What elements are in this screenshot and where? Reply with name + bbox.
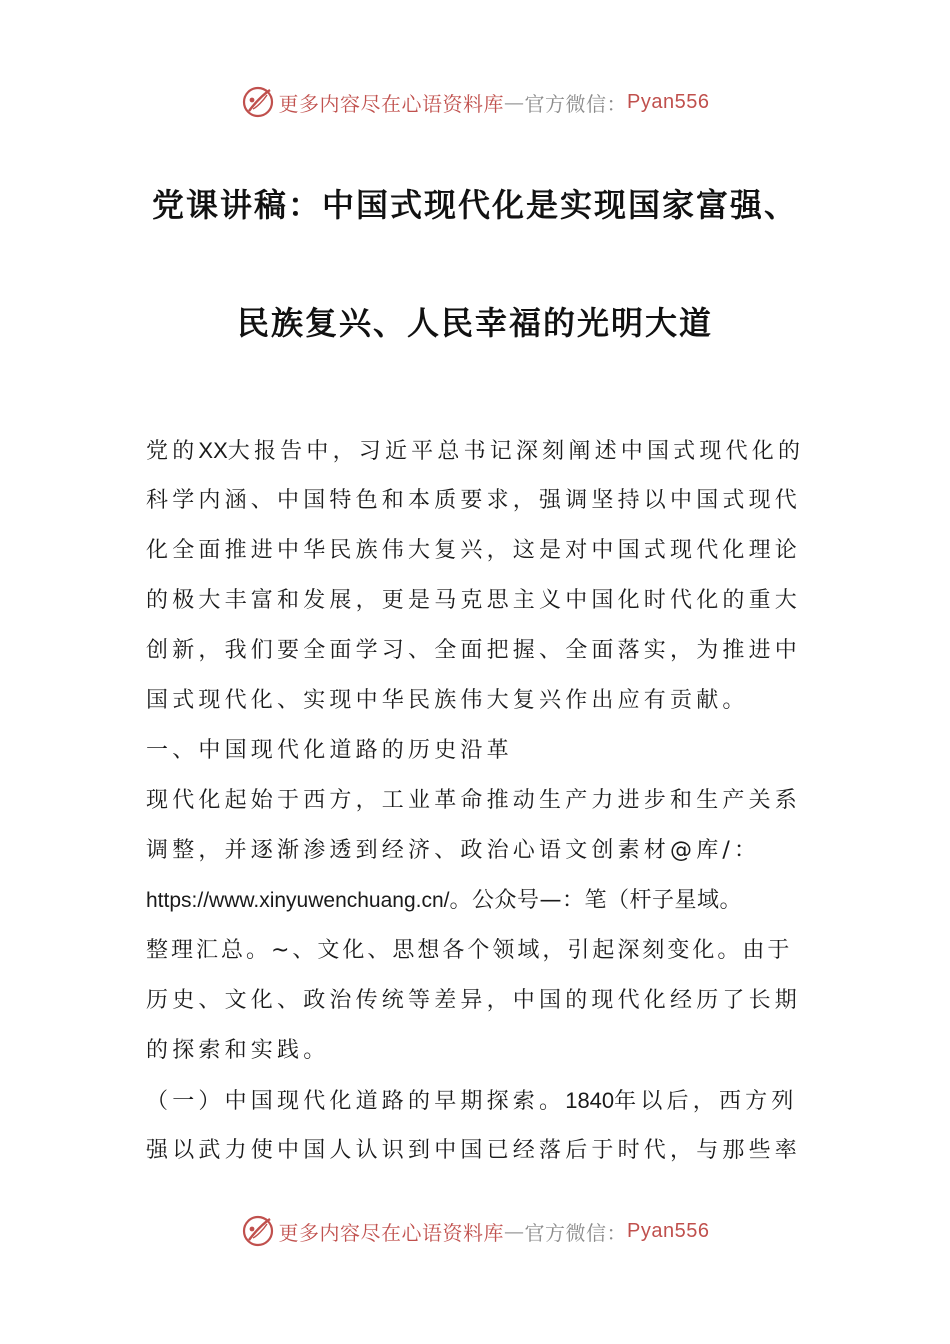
body-line: 历史、文化、政治传统等差异，中国的现代化经历了长期 bbox=[146, 988, 802, 1013]
banner-dash: — bbox=[504, 90, 525, 114]
banner-wechat-label: 官方微信： bbox=[524, 1220, 628, 1245]
banner-slogan: 更多内容尽在心语资料库 bbox=[278, 91, 505, 116]
banner-slogan: 更多内容尽在心语资料库 bbox=[278, 1220, 505, 1245]
body-text: 年以后，西方列 bbox=[614, 1089, 798, 1114]
body-line bbox=[146, 876, 816, 926]
body-line bbox=[146, 426, 816, 476]
body-line: 的极大丰富和发展，更是马克思主义中国化时代化的重大 bbox=[146, 588, 802, 613]
banner-dash: — bbox=[504, 1219, 525, 1243]
banner-wechat-id: Pyan556 bbox=[627, 1219, 710, 1242]
body-line: 化全面推进中华民族伟大复兴，这是对中国式现代化理论 bbox=[146, 538, 802, 563]
document-title-line-1: 党课讲稿：中国式现代化是实现国家富强、 bbox=[151, 186, 798, 224]
document-title-line-2: 民族复兴、人民幸福的光明大道 bbox=[236, 304, 713, 342]
body-text: 党的 bbox=[146, 439, 199, 464]
source-url: https://www.xinyuwenchuang.cn/ bbox=[146, 889, 450, 912]
banner-wechat-id: Pyan556 bbox=[627, 90, 710, 113]
quill-logo-icon bbox=[241, 85, 275, 119]
banner-wechat-label: 官方微信： bbox=[524, 91, 628, 116]
body-line: 强以武力使中国人认识到中国已经落后于时代，与那些率 bbox=[146, 1138, 802, 1163]
body-line: 创新，我们要全面学习、全面把握、全面落实，为推进中 bbox=[146, 638, 802, 663]
body-line: 调整，并逐渐渗透到经济、政治心语文创素材@库/： bbox=[146, 838, 761, 863]
body-text: 1840 bbox=[565, 1088, 615, 1113]
subsection-heading bbox=[146, 1076, 816, 1126]
body-line: 国式现代化、实现中华民族伟大复兴作出应有贡献。 bbox=[146, 688, 749, 713]
body-line: 整理汇总。~、文化、思想各个领域，引起深刻变化。由于 bbox=[146, 938, 793, 963]
section-heading: 一、中国现代化道路的历史沿革 bbox=[146, 738, 513, 763]
footer-banner bbox=[0, 1211, 950, 1251]
body-line: 现代化起始于西方，工业革命推动生产力进步和生产关系 bbox=[146, 788, 802, 813]
header-banner bbox=[0, 82, 950, 122]
quill-logo-icon bbox=[241, 1214, 275, 1248]
body-line: 的探索和实践。 bbox=[146, 1038, 330, 1063]
body-text: 。公众号—：笔（杆子星域。 bbox=[449, 888, 743, 913]
body-text: XX bbox=[198, 438, 228, 463]
body-line: 科学内涵、中国特色和本质要求，强调坚持以中国式现代 bbox=[146, 488, 802, 513]
document-body bbox=[146, 426, 816, 1176]
body-text: （一）中国现代化道路的早期探索。 bbox=[146, 1089, 566, 1114]
body-text: 大报告中，习近平总书记深刻阐述中国式现代化的 bbox=[227, 439, 805, 464]
